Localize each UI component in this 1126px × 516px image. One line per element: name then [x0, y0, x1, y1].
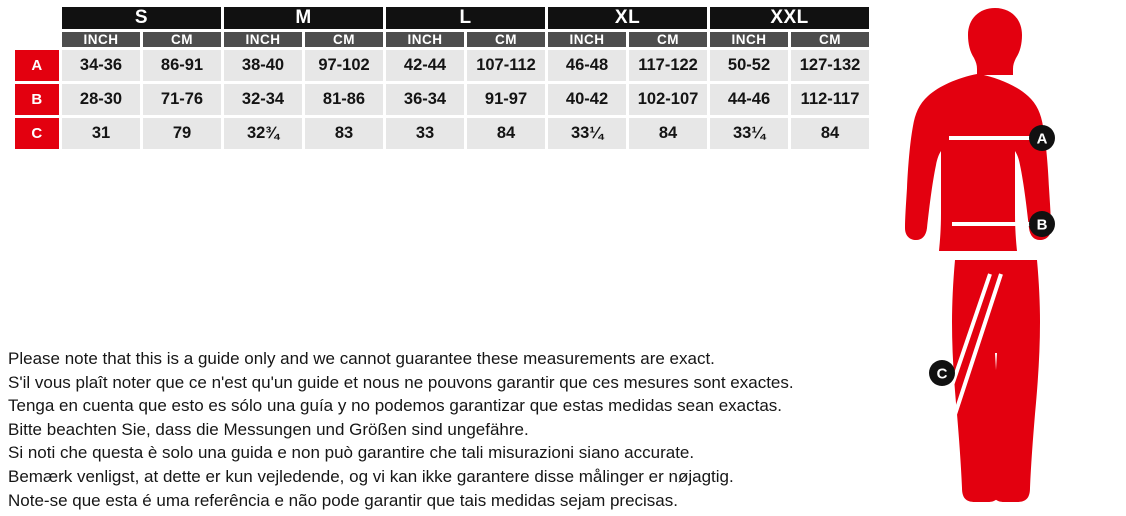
note-fr: S'il vous plaît noter que ce n'est qu'un guide et nous ne pouvons garantir que ces mesures sont exactes.	[8, 372, 794, 392]
cell-c-l-cm: 84	[467, 118, 545, 149]
table-row	[15, 84, 869, 115]
measurement-label-c: C	[15, 118, 59, 149]
cell-a-xl-cm: 117-122	[629, 50, 707, 81]
marker-b	[1029, 211, 1055, 237]
row-label-cell-c	[15, 118, 59, 149]
cell-a-xl-inch: 46-48	[548, 50, 626, 81]
cell-b-m-cm: 81-86	[305, 84, 383, 115]
cell-c-s-inch: 31	[62, 118, 140, 149]
size-header-s: S	[62, 7, 221, 29]
cell-a-m-inch: 38-40	[224, 50, 302, 81]
disclaimer-notes	[8, 348, 888, 513]
note-de: Bitte beachten Sie, dass die Messungen und Größen sind ungefähre.	[8, 419, 529, 439]
cell-c-xxl-cm: 84	[791, 118, 869, 149]
cell-c-m-cm: 83	[305, 118, 383, 149]
row-label-cell-a	[15, 50, 59, 81]
marker-a-label: A	[1036, 130, 1048, 148]
silhouette-body	[905, 8, 1051, 502]
cell-a-s-inch: 34-36	[62, 50, 140, 81]
unit-header-xl-inch: INCH	[548, 32, 626, 47]
note-es: Tenga en cuenta que esto es sólo una guía y no podemos garantizar que estas medidas sean exactas.	[8, 396, 783, 416]
unit-header-xxl-inch: INCH	[710, 32, 788, 47]
unit-header-l-cm: CM	[467, 32, 545, 47]
size-header-xl: XL	[548, 7, 707, 29]
size-chart	[12, 4, 860, 152]
unit-header-l-inch: INCH	[386, 32, 464, 47]
cell-b-l-cm: 91-97	[467, 84, 545, 115]
table-row	[15, 50, 869, 81]
body-diagram	[870, 0, 1120, 516]
cell-b-s-cm: 71-76	[143, 84, 221, 115]
cell-a-s-cm: 86-91	[143, 50, 221, 81]
cell-b-xxl-cm: 112-117	[791, 84, 869, 115]
cell-a-xxl-cm: 127-132	[791, 50, 869, 81]
cell-c-xl-inch: 33¼	[548, 118, 626, 149]
measurement-label-b: B	[15, 84, 59, 115]
marker-a	[1029, 125, 1055, 151]
unit-header-xl-cm: CM	[629, 32, 707, 47]
note-da: Bemærk venligst, at dette er kun vejledende, og vi kan ikke garantere disse målinger er nøjagtig.	[8, 467, 734, 487]
corner-spacer	[15, 7, 59, 29]
marker-c	[929, 360, 955, 386]
unit-header-m-inch: INCH	[224, 32, 302, 47]
size-header-l: L	[386, 7, 545, 29]
cell-b-s-inch: 28-30	[62, 84, 140, 115]
cell-c-s-cm: 79	[143, 118, 221, 149]
note-it: Si noti che questa è solo una guida e non può garantire che tali misurazioni siano accurate.	[8, 443, 695, 463]
cell-c-m-inch: 32¾	[224, 118, 302, 149]
unit-header-m-cm: CM	[305, 32, 383, 47]
cell-a-l-inch: 42-44	[386, 50, 464, 81]
cell-c-xxl-inch: 33¼	[710, 118, 788, 149]
marker-b-label: B	[1036, 216, 1048, 234]
table-row	[15, 118, 869, 149]
cell-b-xxl-inch: 44-46	[710, 84, 788, 115]
size-header-m: M	[224, 7, 383, 29]
size-chart-table	[12, 4, 872, 152]
unit-header-row	[15, 32, 869, 47]
cell-b-m-inch: 32-34	[224, 84, 302, 115]
marker-c-label: C	[936, 365, 948, 383]
measurement-label-a: A	[15, 50, 59, 81]
cell-c-l-inch: 33	[386, 118, 464, 149]
cell-a-m-cm: 97-102	[305, 50, 383, 81]
unit-header-xxl-cm: CM	[791, 32, 869, 47]
note-en: Please note that this is a guide only and we cannot guarantee these measurements are exact.	[8, 349, 715, 368]
size-header-xxl: XXL	[710, 7, 869, 29]
row-label-cell-b	[15, 84, 59, 115]
cell-b-l-inch: 36-34	[386, 84, 464, 115]
size-header-row	[15, 7, 869, 29]
note-pt: Note-se que esta é uma referência e não pode garantir que tais medidas sejam precisas.	[8, 490, 678, 510]
cell-c-xl-cm: 84	[629, 118, 707, 149]
cell-b-xl-cm: 102-107	[629, 84, 707, 115]
cell-b-xl-inch: 40-42	[548, 84, 626, 115]
unit-header-s-inch: INCH	[62, 32, 140, 47]
cell-a-xxl-inch: 50-52	[710, 50, 788, 81]
cell-a-l-cm: 107-112	[467, 50, 545, 81]
unit-header-s-cm: CM	[143, 32, 221, 47]
corner-spacer-2	[15, 32, 59, 47]
male-silhouette-icon	[870, 0, 1120, 516]
